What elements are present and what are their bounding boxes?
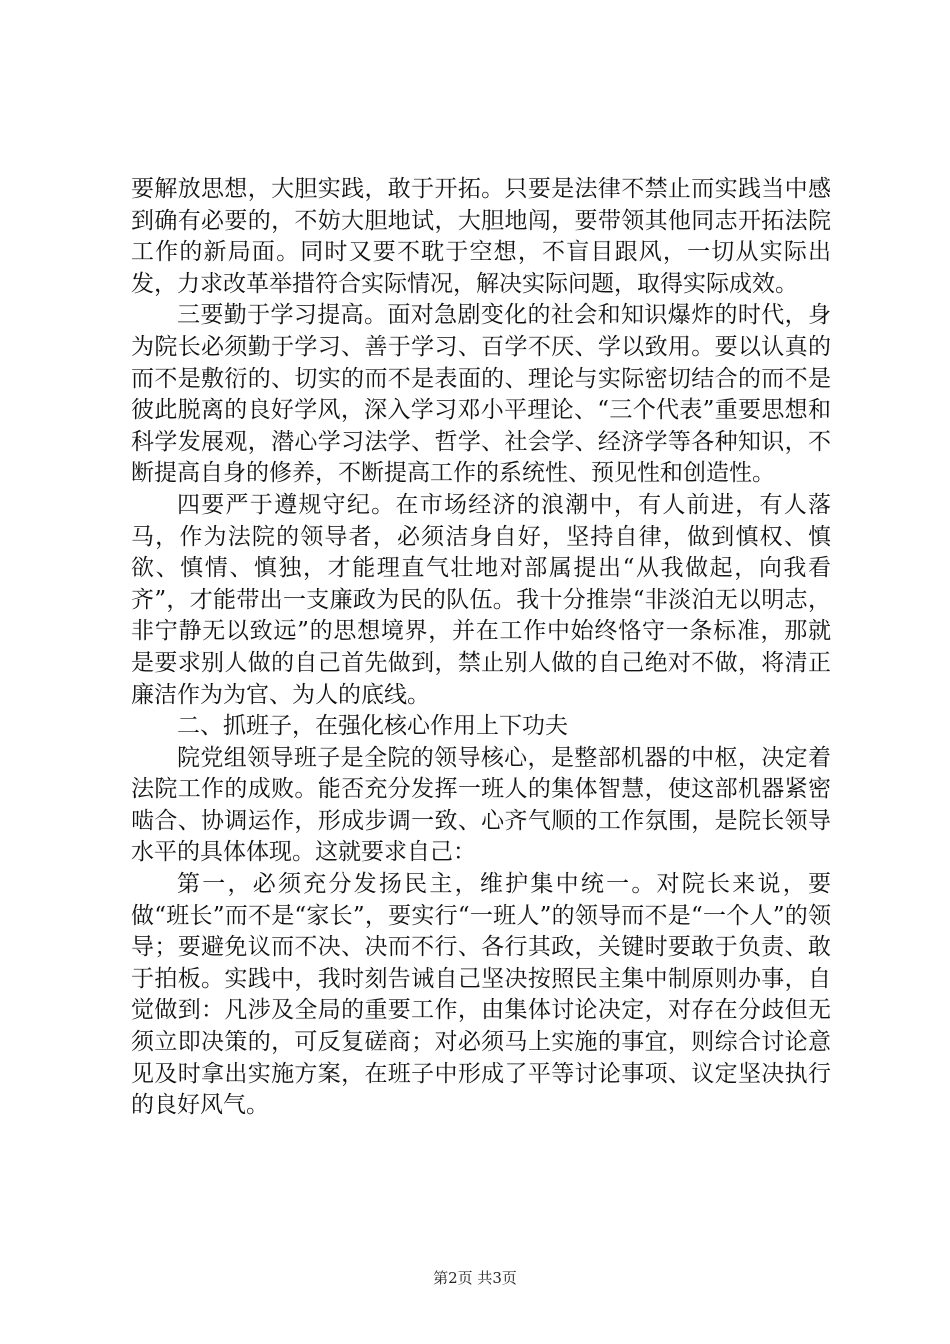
paragraph-discipline: 四要严于遵规守纪。在市场经济的浪潮中，有人前进，有人落马，作为法院的领导者，必须洁身自好，坚持自律，做到慎权、慎欲、慎情、慎独，才能理直气壮地对部属提出“从我做起，向我看齐”，才能带出一支廉政为民的队伍。我十分推崇“非淡泊无以明志，非宁静无以致远”的思想境界，并在工作中始终恪守一条标准，那就是要求别人做的自己首先做到，禁止别人做的自己绝对不做，将清正廉洁作为为官、为人的底线。 — [131, 491, 831, 708]
paragraph-leadership: 院党组领导班子是全院的领导核心，是整部机器的中枢，决定着法院工作的成败。能否充分发挥一班人的集体智慧，使这部机器紧密啮合、协调运作，形成步调一致、心齐气顺的工作氛围，是院长领导水平的具体体现。这就要求自己： — [131, 744, 831, 866]
document-body — [131, 174, 831, 1122]
paragraph-democracy: 第一，必须充分发扬民主，维护集中统一。对院长来说，要做“班长”而不是“家长”，要实行“一班人”的领导而不是“一个人”的领导；要避免议而不决、决而不行、各行其政，关键时要敢于负责、敢于拍板。实践中，我时刻告诫自己坚决按照民主集中制原则办事，自觉做到：凡涉及全局的重要工作，由集体讨论决定，对存在分歧但无须立即决策的，可反复磋商；对必须马上实施的事宜，则综合讨论意见及时拿出实施方案，在班子中形成了平等讨论事项、议定坚决执行的良好风气。 — [131, 871, 831, 1119]
paragraph-continuation: 要解放思想，大胆实践，敢于开拓。只要是法律不禁止而实践当中感到确有必要的，不妨大胆地试，大胆地闯，要带领其他同志开拓法院工作的新局面。同时又要不耽于空想，不盲目跟风，一切从实际出发，力求改革举措符合实际情况，解决实际问题，取得实际成效。 — [131, 176, 831, 297]
section-heading: 二、抓班子，在强化核心作用上下功夫 — [177, 713, 568, 740]
page-number: 第2页 共3页 — [433, 1269, 517, 1287]
paragraph-study: 三要勤于学习提高。面对急剧变化的社会和知识爆炸的时代，身为院长必须勤于学习、善于学习、百学不厌、学以致用。要以认真的而不是敷衍的、切实的而不是表面的、理论与实际密切结合的而不是彼此脱离的良好学风，深入学习邓小平理论、“三个代表”重要思想和科学发展观，潜心学习法学、哲学、社会学、经济学等各种知识，不断提高自身的修养，不断提高工作的系统性、预见性和创造性。 — [131, 302, 831, 487]
